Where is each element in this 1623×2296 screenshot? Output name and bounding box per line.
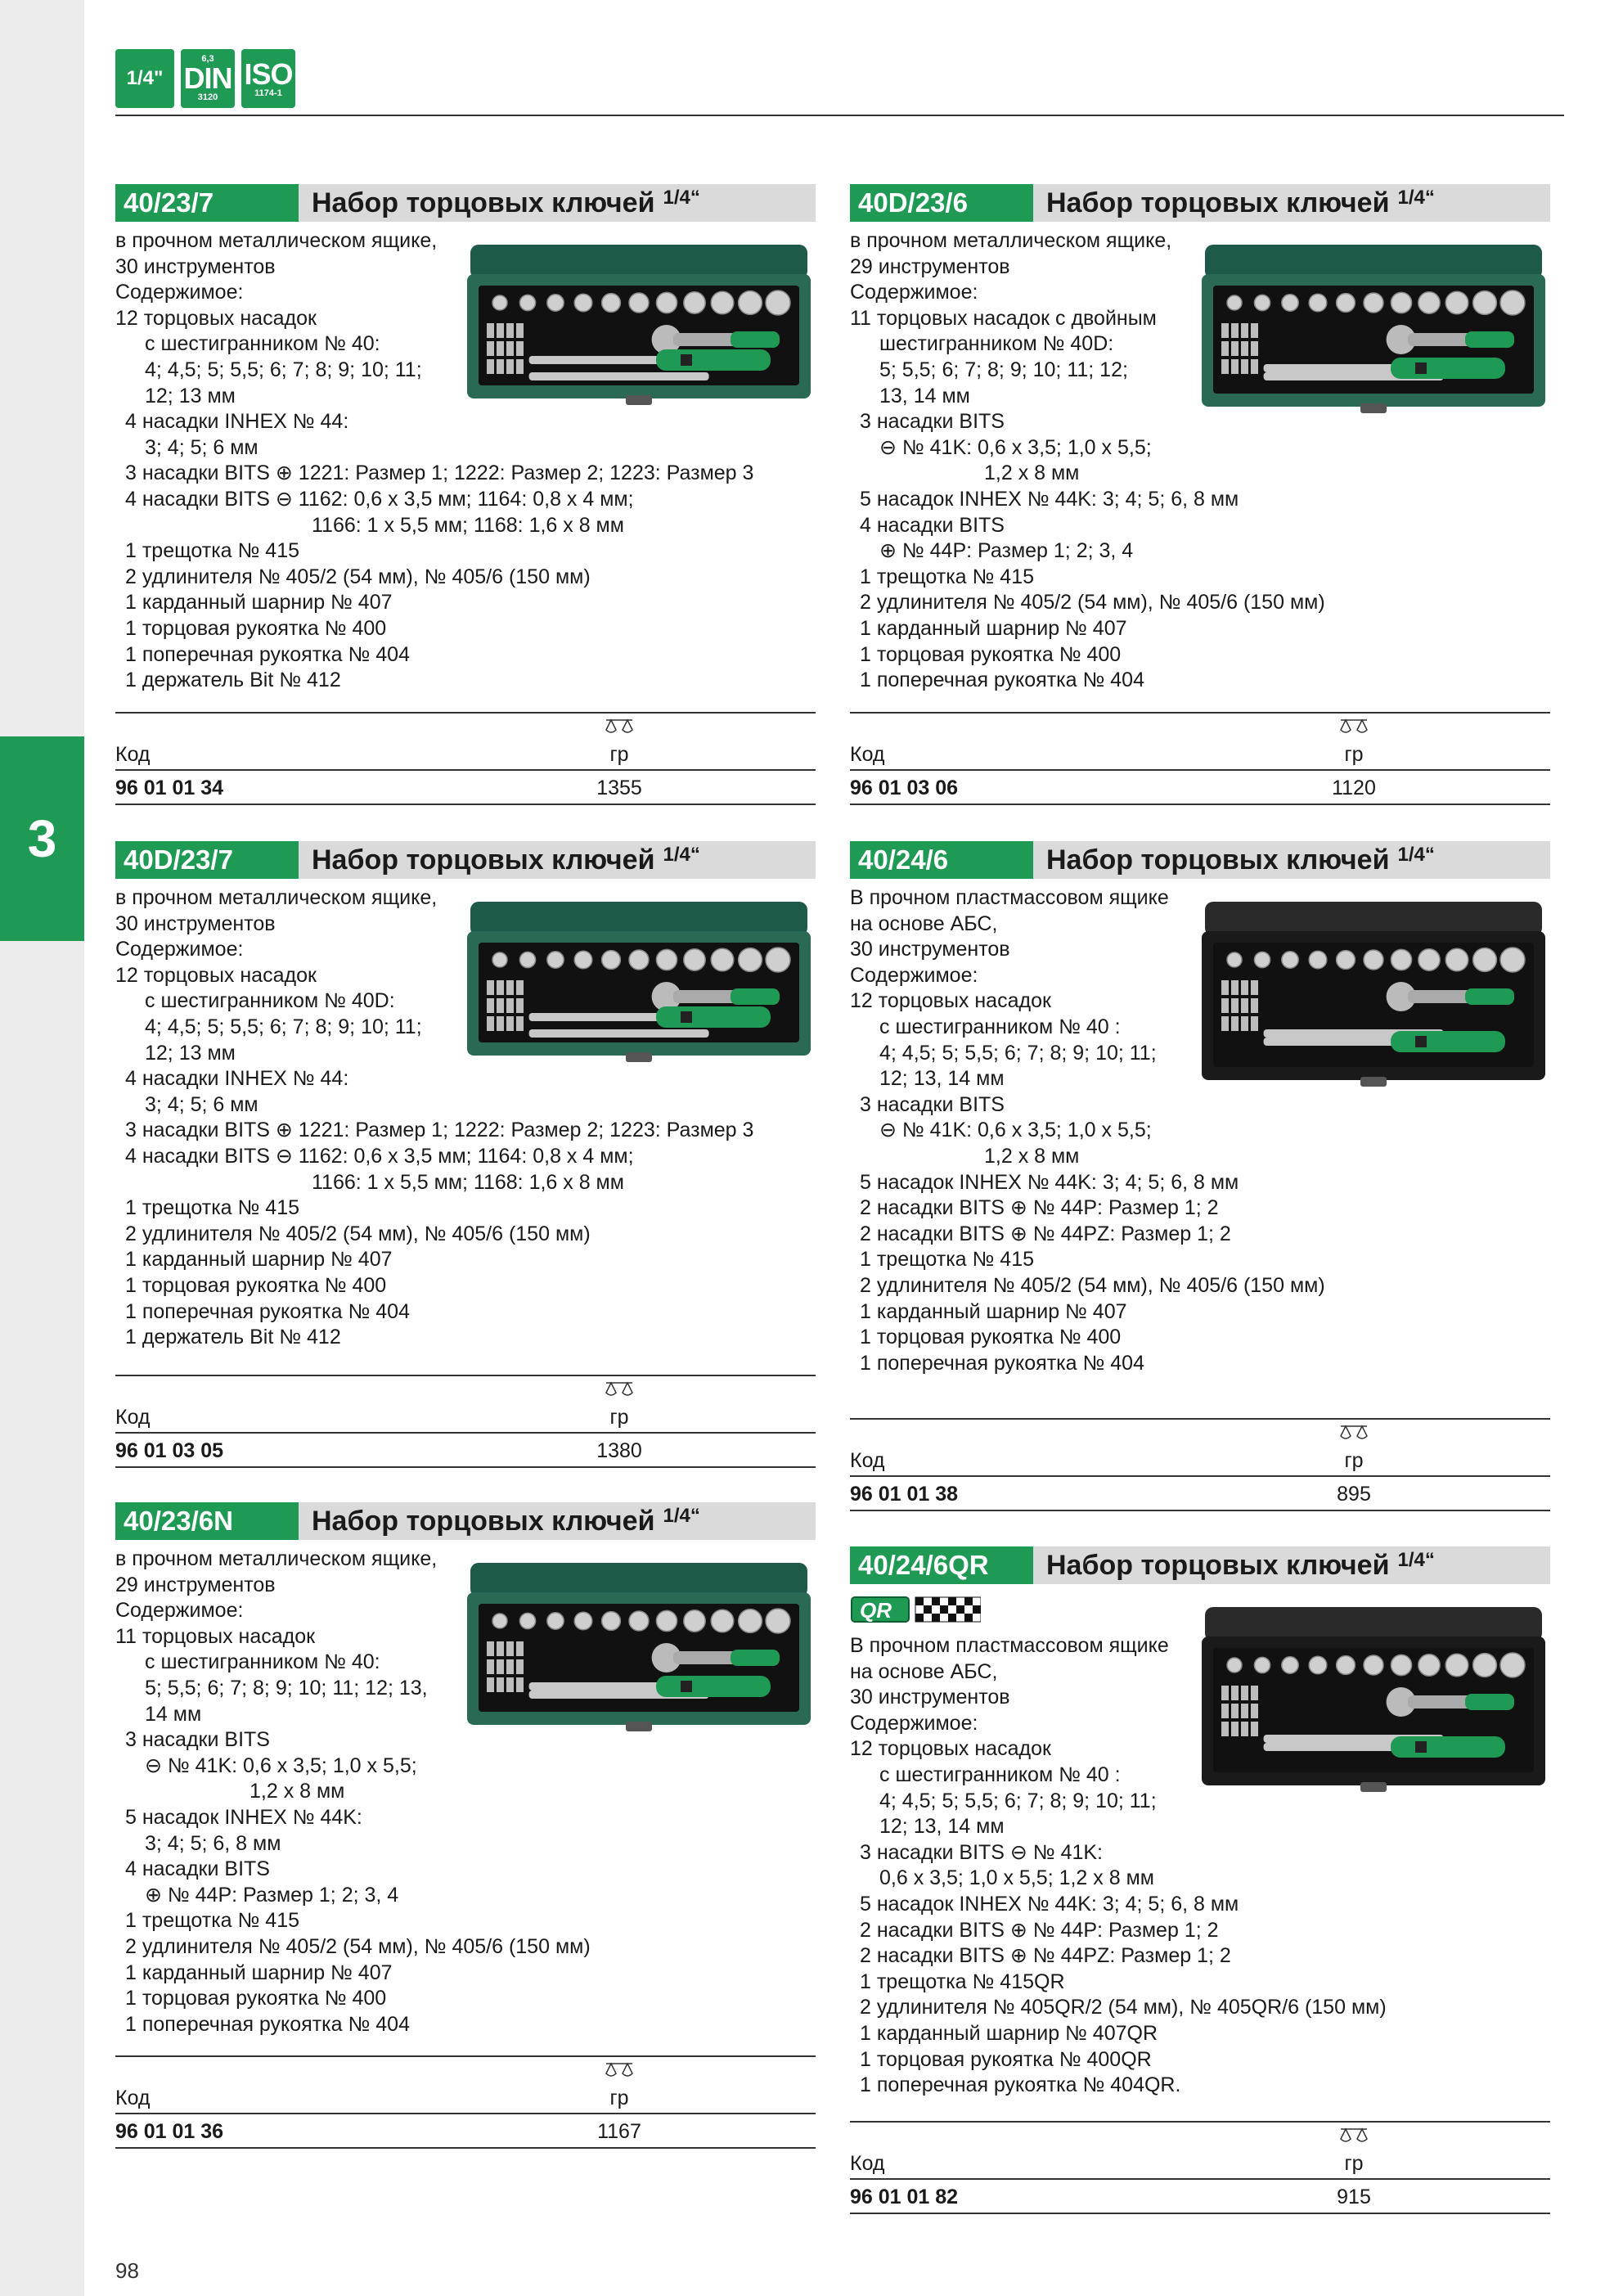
table-header-row [115, 714, 816, 771]
article-number: 96 01 01 36 [115, 2120, 224, 2143]
description-line: 3; 4; 5; 6 мм [145, 1092, 259, 1116]
description-line: ⊕ № 44P: Размер 1; 2; 3, 4 [145, 1883, 399, 1907]
product-section [115, 841, 816, 1351]
product-section [850, 184, 1550, 694]
weight-value: 1355 [596, 777, 642, 799]
description-line: 4; 4,5; 5; 5,5; 6; 7; 8; 9; 10; 11; [145, 358, 422, 381]
description-line: в прочном металлическом ящике, [115, 1547, 438, 1570]
description-line: 1 торцовая рукоятка № 400QR [860, 2047, 1152, 2071]
description-line: 4 насадки BITS [125, 1857, 270, 1881]
product-code: 40D/23/6 [850, 184, 1033, 222]
table-row [115, 1434, 816, 1468]
iso-label: ISO [244, 56, 293, 91]
description-line: 1 трещотка № 415 [125, 1196, 300, 1220]
product-title-text: Набор торцовых ключей [312, 844, 655, 876]
scale-icon [1338, 718, 1370, 736]
description-line: 2 насадки BITS ⊕ № 44PZ: Размер 1; 2 [860, 1222, 1231, 1245]
product-section [850, 1546, 1550, 2099]
description-line: 3 насадки BITS ⊕ 1221: Размер 1; 1222: Размер 2; 1223: Размер 3 [125, 1119, 754, 1142]
kod-label: Код [115, 2087, 151, 2109]
description-line: 4; 4,5; 5; 5,5; 6; 7; 8; 9; 10; 11; [145, 1015, 422, 1038]
article-table [850, 712, 1550, 805]
description-line: 4 насадки BITS ⊖ 1162: 0,6 x 3,5 мм; 1164: 0,8 x 4 мм; [125, 487, 634, 511]
description-line: 1166: 1 x 5,5 мм; 1168: 1,6 x 8 мм [312, 1170, 624, 1194]
description-line: 1 поперечная рукоятка № 404 [125, 642, 410, 666]
product-code: 40/24/6QR [850, 1546, 1033, 1584]
drive-fraction: 1/4“ [1397, 1549, 1435, 1571]
gr-label: гр [609, 1406, 629, 1429]
description-line: 1 торцовая рукоятка № 400 [860, 642, 1122, 666]
description-line: ⊕ № 44P: Размер 1; 2; 3, 4 [879, 539, 1134, 563]
article-number: 96 01 01 82 [850, 2186, 959, 2208]
product-description [115, 1546, 816, 2037]
description-line: с шестигранником № 40: [145, 1650, 380, 1674]
section-header [115, 841, 816, 879]
description-line: 1 карданный шарнир № 407 [125, 1961, 393, 1984]
description-line: В прочном пластмассовом ящике [850, 1634, 1169, 1657]
chapter-tab [0, 736, 84, 941]
description-line: 1 карданный шарнир № 407 [125, 591, 393, 615]
description-line: 2 удлинителя № 405/2 (54 мм), № 405/6 (150 мм) [125, 1222, 591, 1245]
description-line: 1 торцовая рукоятка № 400 [125, 1273, 387, 1297]
description-line: шестигранником № 40D: [879, 332, 1114, 356]
description-line: 12 торцовых насадок [850, 1737, 1051, 1761]
article-number: 96 01 01 38 [850, 1483, 959, 1506]
description-line: с шестигранником № 40: [145, 332, 380, 356]
description-line: 4 насадки BITS [860, 513, 1005, 537]
description-line: 2 удлинителя № 405/2 (54 мм), № 405/6 (150 мм) [860, 1273, 1325, 1297]
qr-logo-text: QR [860, 1598, 892, 1623]
product-code: 40/23/6N [115, 1502, 299, 1540]
product-description [850, 885, 1550, 1376]
description-line: 30 инструментов [850, 938, 1010, 961]
description-line: 1 поперечная рукоятка № 404QR. [860, 2073, 1181, 2097]
description-line: 29 инструментов [115, 1573, 276, 1596]
description-line: 2 удлинителя № 405/2 (54 мм), № 405/6 (150 мм) [125, 565, 591, 588]
description-line: 1,2 x 8 мм [250, 1780, 345, 1803]
scale-icon [603, 2062, 636, 2080]
description-line: Содержимое: [115, 281, 244, 304]
description-line: 1 держатель Bit № 412 [125, 1326, 341, 1349]
description-line: на основе АБС, [850, 1659, 998, 1683]
scale-icon [1338, 1425, 1370, 1443]
article-number: 96 01 01 34 [115, 777, 224, 799]
description-line: Содержимое: [850, 281, 978, 304]
weight-value: 895 [1337, 1483, 1371, 1506]
description-line: 5 насадок INHEX № 44K: 3; 4; 5; 6, 8 мм [860, 1892, 1239, 1916]
description-line: в прочном металлическом ящике, [115, 886, 438, 909]
description-line: 1 трещотка № 415QR [860, 1970, 1065, 1993]
article-table [115, 712, 816, 805]
description-line: 4 насадки INHEX № 44: [125, 1067, 349, 1091]
kod-label: Код [115, 743, 151, 766]
product-title [312, 1502, 700, 1540]
table-header-row [850, 1420, 1550, 1477]
description-line: 12 торцовых насадок [115, 306, 317, 330]
description-line: 2 удлинителя № 405/2 (54 мм), № 405/6 (150 мм) [860, 591, 1325, 615]
iso-badge [241, 49, 295, 108]
description-line: 3 насадки BITS ⊖ № 41K: [860, 1840, 1103, 1864]
description-line: 5 насадок INHEX № 44K: [125, 1805, 362, 1829]
table-row [850, 771, 1550, 805]
description-line: 2 насадки BITS ⊕ № 44P: Размер 1; 2 [860, 1196, 1219, 1220]
description-line: 1 карданный шарнир № 407 [860, 1299, 1127, 1323]
description-line: 29 инструментов [850, 254, 1010, 278]
description-line: 1 торцовая рукоятка № 400 [125, 616, 387, 640]
description-line: с шестигранником № 40 : [879, 1763, 1121, 1786]
table-header-row [850, 714, 1550, 771]
description-line: ⊖ № 41K: 0,6 x 3,5; 1,0 x 5,5; [879, 1119, 1152, 1142]
table-row [115, 2114, 816, 2149]
product-title [1046, 184, 1435, 222]
scale-icon [603, 718, 636, 736]
kod-label: Код [850, 2152, 885, 2175]
description-line: 12; 13 мм [145, 384, 236, 407]
drive-size-badge [115, 49, 174, 108]
product-code: 40/23/7 [115, 184, 299, 222]
description-line: 2 насадки BITS ⊕ № 44PZ: Размер 1; 2 [860, 1944, 1231, 1968]
description-line: 12 торцовых насадок [850, 989, 1051, 1013]
product-section [115, 1502, 816, 2037]
description-line: 3 насадки BITS [125, 1728, 270, 1752]
kod-label: Код [115, 1406, 151, 1429]
article-table [115, 1375, 816, 1468]
description-line: 1 поперечная рукоятка № 404 [125, 1299, 410, 1323]
product-code: 40/24/6 [850, 841, 1033, 879]
product-description [115, 228, 816, 694]
din-number: 3120 [197, 92, 218, 102]
description-line: 13, 14 мм [879, 384, 970, 407]
qr-checkered-logo [850, 1594, 981, 1625]
section-header [115, 184, 816, 222]
table-header-row [115, 1376, 816, 1434]
side-margin [0, 0, 84, 2296]
description-line: 1166: 1 x 5,5 мм; 1168: 1,6 x 8 мм [312, 513, 624, 537]
product-title-text: Набор торцовых ключей [1046, 1549, 1390, 1581]
chapter-number: 3 [27, 809, 57, 868]
weight-value: 915 [1337, 2186, 1371, 2208]
description-line: ⊖ № 41K: 0,6 x 3,5; 1,0 x 5,5; [879, 435, 1152, 459]
page-number: 98 [115, 2258, 139, 2283]
description-line: Содержимое: [115, 938, 244, 961]
description-line: 5 насадок INHEX № 44K: 3; 4; 5; 6, 8 мм [860, 1170, 1239, 1194]
description-line: 11 торцовых насадок с двойным [850, 306, 1157, 330]
drive-fraction: 1/4“ [663, 1505, 700, 1527]
description-line: 12; 13 мм [145, 1041, 236, 1065]
description-line: ⊖ № 41K: 0,6 x 3,5; 1,0 x 5,5; [145, 1754, 417, 1777]
description-line: 4; 4,5; 5; 5,5; 6; 7; 8; 9; 10; 11; [879, 1041, 1157, 1065]
product-section [850, 841, 1550, 1376]
product-code: 40D/23/7 [115, 841, 299, 879]
drive-fraction: 1/4“ [1397, 844, 1435, 866]
description-line: 2 удлинителя № 405/2 (54 мм), № 405/6 (150 мм) [125, 1934, 591, 1958]
description-line: 1 поперечная рукоятка № 404 [860, 1351, 1144, 1375]
description-line: 0,6 x 3,5; 1,0 x 5,5; 1,2 x 8 мм [879, 1866, 1154, 1890]
description-line: Содержимое: [115, 1599, 244, 1623]
product-title [312, 184, 700, 222]
gr-label: гр [1344, 2152, 1364, 2175]
article-table [850, 2121, 1550, 2214]
scale-icon [603, 1381, 636, 1399]
iso-number: 1174-1 [254, 88, 282, 98]
description-line: 3 насадки BITS [860, 1092, 1005, 1116]
product-title-text: Набор торцовых ключей [312, 1505, 655, 1537]
weight-value: 1167 [597, 2120, 641, 2143]
section-header [115, 1502, 816, 1540]
product-description [850, 228, 1550, 694]
description-line: 4; 4,5; 5; 5,5; 6; 7; 8; 9; 10; 11; [879, 1789, 1157, 1812]
description-line: 3; 4; 5; 6, 8 мм [145, 1831, 281, 1855]
gr-label: гр [1344, 1449, 1364, 1472]
description-line: 5; 5,5; 6; 7; 8; 9; 10; 11; 12; 13, [145, 1676, 428, 1699]
article-table [850, 1418, 1550, 1511]
description-line: 1 трещотка № 415 [125, 1909, 300, 1933]
description-line: 5; 5,5; 6; 7; 8; 9; 10; 11; 12; [879, 358, 1128, 381]
description-line: 1 трещотка № 415 [125, 539, 300, 563]
description-line: 2 насадки BITS ⊕ № 44P: Размер 1; 2 [860, 1918, 1219, 1942]
din-size-label: 6,3 [201, 54, 214, 64]
gr-label: гр [609, 2087, 629, 2109]
table-row [115, 771, 816, 805]
description-line: 14 мм [145, 1702, 202, 1726]
description-line: 1 торцовая рукоятка № 400 [860, 1326, 1122, 1349]
product-title [1046, 1546, 1435, 1584]
description-line: 30 инструментов [115, 912, 276, 935]
description-line: 4 насадки BITS ⊖ 1162: 0,6 x 3,5 мм; 1164: 0,8 x 4 мм; [125, 1144, 634, 1168]
description-line: 1 поперечная рукоятка № 404 [860, 669, 1144, 692]
product-section [115, 184, 816, 694]
description-line: 1,2 x 8 мм [984, 461, 1080, 485]
table-row [850, 1477, 1550, 1511]
article-table [115, 2055, 816, 2149]
description-line: 12; 13, 14 мм [879, 1815, 1005, 1839]
description-line: 1 трещотка № 415 [860, 1248, 1035, 1272]
article-number: 96 01 03 06 [850, 777, 959, 799]
description-line: 1 карданный шарнир № 407 [860, 616, 1127, 640]
gr-label: гр [1344, 743, 1364, 766]
description-line: 5 насадок INHEX № 44K: 3; 4; 5; 6, 8 мм [860, 487, 1239, 511]
kod-label: Код [850, 1449, 885, 1472]
standard-badges [115, 49, 295, 108]
product-title [1046, 841, 1435, 879]
article-number: 96 01 03 05 [115, 1439, 224, 1462]
section-header [850, 841, 1550, 879]
din-badge [181, 49, 235, 108]
table-row [850, 2180, 1550, 2214]
description-line: 1 торцовая рукоятка № 400 [125, 1987, 387, 2010]
description-line: Содержимое: [850, 963, 978, 987]
description-line: 11 торцовых насадок [115, 1624, 316, 1648]
drive-fraction: 1/4“ [1397, 187, 1435, 209]
description-line: 1 карданный шарнир № 407QR [860, 2021, 1158, 2045]
description-line: 1 карданный шарнир № 407 [125, 1248, 393, 1272]
drive-size-label: 1/4" [126, 67, 164, 89]
scale-icon [1338, 2127, 1370, 2145]
description-line: с шестигранником № 40D: [145, 989, 395, 1013]
product-description [115, 885, 816, 1351]
section-header [850, 1546, 1550, 1584]
description-line: на основе АБС, [850, 912, 998, 935]
description-line: 12 торцовых насадок [115, 963, 317, 987]
drive-fraction: 1/4“ [663, 187, 700, 209]
header-rule [115, 115, 1564, 116]
product-title-text: Набор торцовых ключей [1046, 844, 1390, 876]
description-line: 4 насадки INHEX № 44: [125, 410, 349, 434]
description-line: в прочном металлическом ящике, [115, 229, 438, 252]
description-line: с шестигранником № 40 : [879, 1015, 1121, 1038]
din-label: DIN [183, 61, 232, 95]
description-line: в прочном металлическом ящике, [850, 229, 1172, 252]
section-header [850, 184, 1550, 222]
description-line: 12; 13, 14 мм [879, 1067, 1005, 1091]
table-header-row [850, 2123, 1550, 2180]
gr-label: гр [609, 743, 629, 766]
table-header-row [115, 2057, 816, 2114]
description-line: 1 трещотка № 415 [860, 565, 1035, 588]
product-title-text: Набор торцовых ключей [312, 187, 655, 218]
description-line: В прочном пластмассовом ящике [850, 886, 1169, 909]
product-title-text: Набор торцовых ключей [1046, 187, 1390, 218]
description-line: 2 удлинителя № 405QR/2 (54 мм), № 405QR/6 (150 мм) [860, 1996, 1387, 2019]
drive-fraction: 1/4“ [663, 844, 700, 866]
kod-label: Код [850, 743, 885, 766]
weight-value: 1120 [1332, 777, 1376, 799]
description-line: Содержимое: [850, 1711, 978, 1735]
description-line: 3 насадки BITS ⊕ 1221: Размер 1; 1222: Размер 2; 1223: Размер 3 [125, 461, 754, 485]
description-line: 30 инструментов [850, 1686, 1010, 1709]
weight-value: 1380 [596, 1439, 642, 1462]
product-description [850, 1633, 1550, 2099]
description-line: 1,2 x 8 мм [984, 1144, 1080, 1168]
description-line: 1 поперечная рукоятка № 404 [125, 2012, 410, 2036]
description-line: 1 держатель Bit № 412 [125, 669, 341, 692]
description-line: 3 насадки BITS [860, 410, 1005, 434]
description-line: 3; 4; 5; 6 мм [145, 435, 259, 459]
description-line: 30 инструментов [115, 254, 276, 278]
product-title [312, 841, 700, 879]
